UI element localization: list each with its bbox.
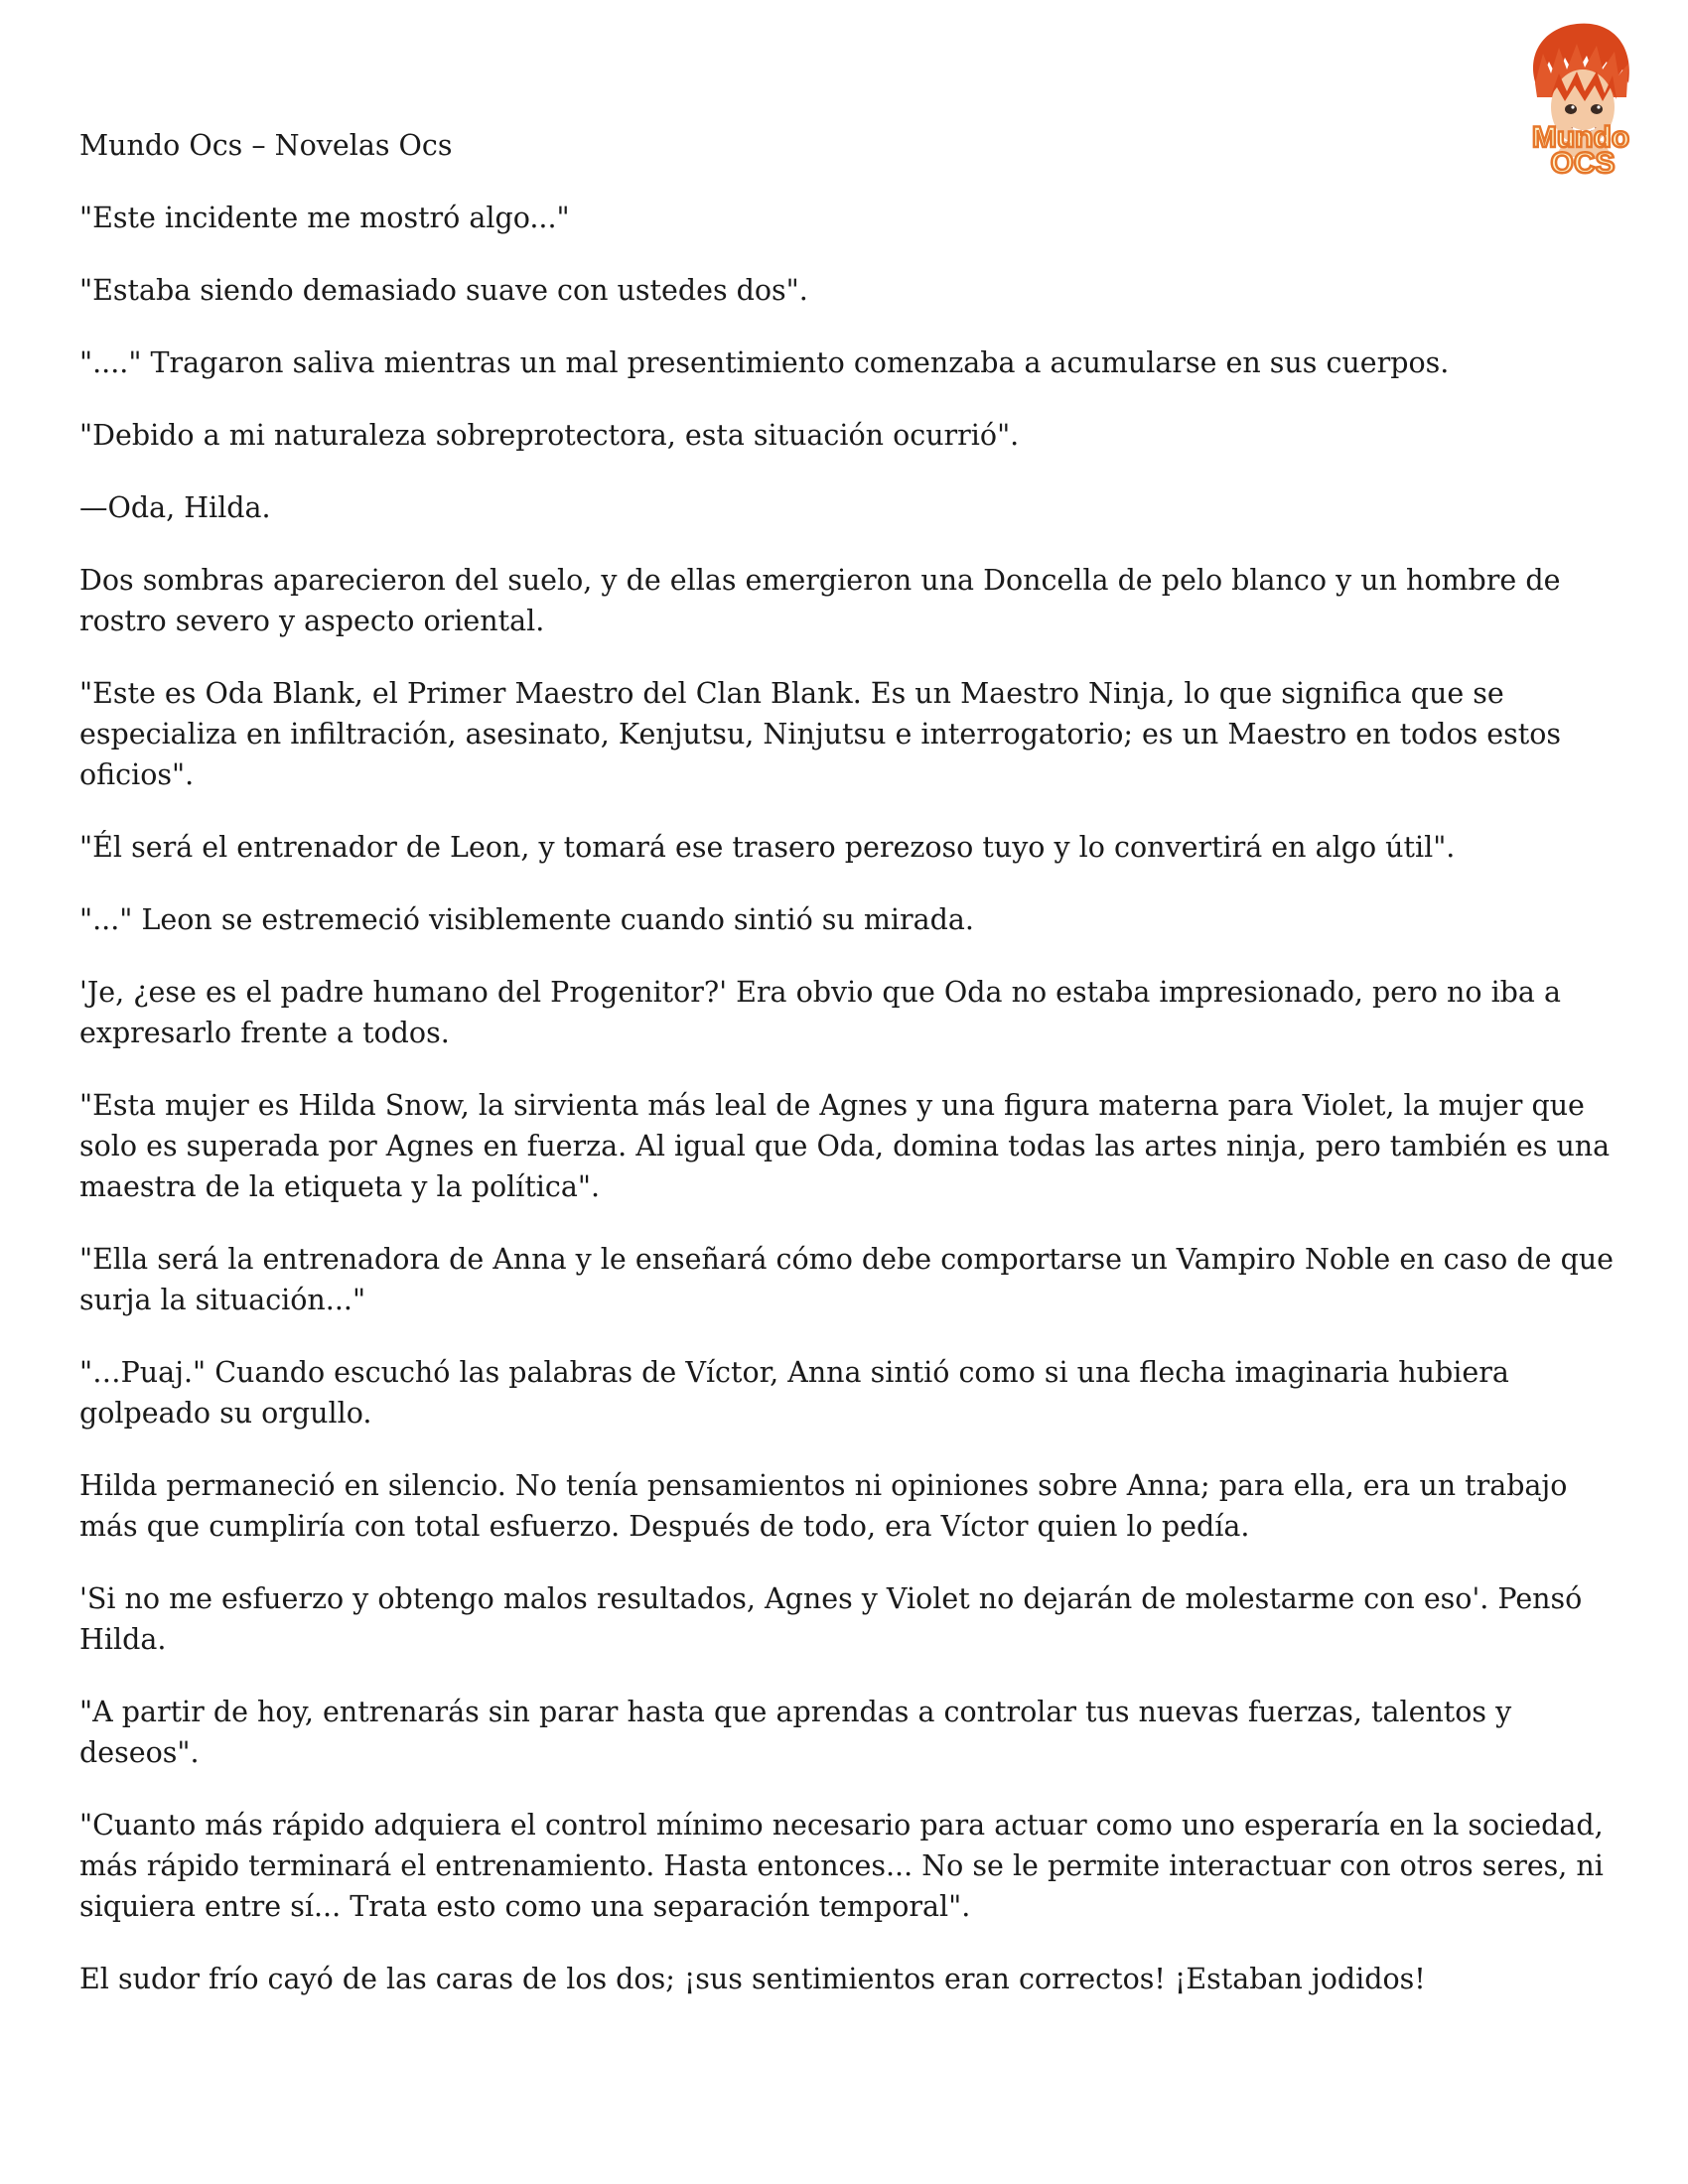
paragraph: "Debido a mi naturaleza sobreprotectora, esta situación ocurrió". [79, 419, 1020, 452]
paragraph: "Cuanto más rápido adquiera el control mínimo necesario para actuar como uno esperaría en la sociedad, más rápido terminará el entrenamiento. Hasta entonces... No se le permite interactuar con otros seres, ni siquiera entre sí... Trata esto como una separación temporal". [79, 1809, 1604, 1923]
logo-text-top: Mundo [1531, 121, 1630, 154]
paragraph: "Este es Oda Blank, el Primer Maestro del Clan Blank. Es un Maestro Ninja, lo que significa que se especializa en infiltración, asesinato, Kenjutsu, Ninjutsu e interrogatorio; es un Maestro en todos estos oficios". [79, 677, 1562, 791]
paragraph: "Este incidente me mostró algo..." [79, 202, 570, 234]
paragraph: "Estaba siendo demasiado suave con ustedes dos". [79, 274, 808, 307]
paragraph: "Ella será la entrenadora de Anna y le enseñará cómo debe comportarse un Vampiro Noble en caso de que surja la situación..." [79, 1243, 1615, 1316]
paragraph: El sudor frío cayó de las caras de los dos; ¡sus sentimientos eran correctos! ¡Estaban jodidos! [79, 1963, 1426, 1995]
logo-text-bottom: OCS [1550, 147, 1616, 177]
paragraph: Hilda permaneció en silencio. No tenía pensamientos ni opiniones sobre Anna; para ella, era un trabajo más que cumpliría con total esfuerzo. Después de todo, era Víctor quien lo pedía. [79, 1469, 1568, 1543]
paragraph: "Él será el entrenador de Leon, y tomará ese trasero perezoso tuyo y lo convertirá en algo útil". [79, 831, 1456, 864]
document-body [79, 125, 1628, 2031]
paragraph: "..." Leon se estremeció visiblemente cuando sintió su mirada. [79, 903, 974, 936]
paragraph: "A partir de hoy, entrenarás sin parar hasta que aprendas a controlar tus nuevas fuerzas, talentos y deseos". [79, 1696, 1512, 1769]
paragraph: "Esta mujer es Hilda Snow, la sirvienta más leal de Agnes y una figura materna para Violet, la mujer que solo es superada por Agnes en fuerza. Al igual que Oda, domina todas las artes ninja, pero también es una maestra de la etiqueta y la política". [79, 1089, 1611, 1203]
paragraph: "...." Tragaron saliva mientras un mal presentimiento comenzaba a acumularse en sus cuerpos. [79, 346, 1450, 379]
paragraph: 'Je, ¿ese es el padre humano del Progenitor?' Era obvio que Oda no estaba impresionado, pero no iba a expresarlo frente a todos. [79, 976, 1561, 1049]
paragraph: —Oda, Hilda. [79, 491, 271, 524]
paragraph: Dos sombras aparecieron del suelo, y de ellas emergieron una Doncella de pelo blanco y un hombre de rostro severo y aspecto oriental. [79, 564, 1561, 637]
paragraph: 'Si no me esfuerzo y obtengo malos resultados, Agnes y Violet no dejarán de molestarme con eso'. Pensó Hilda. [79, 1582, 1583, 1656]
paragraph: "…Puaj." Cuando escuchó las palabras de Víctor, Anna sintió como si una flecha imaginaria hubiera golpeado su orgullo. [79, 1356, 1509, 1430]
page-header-title: Mundo Ocs – Novelas Ocs [79, 129, 453, 162]
